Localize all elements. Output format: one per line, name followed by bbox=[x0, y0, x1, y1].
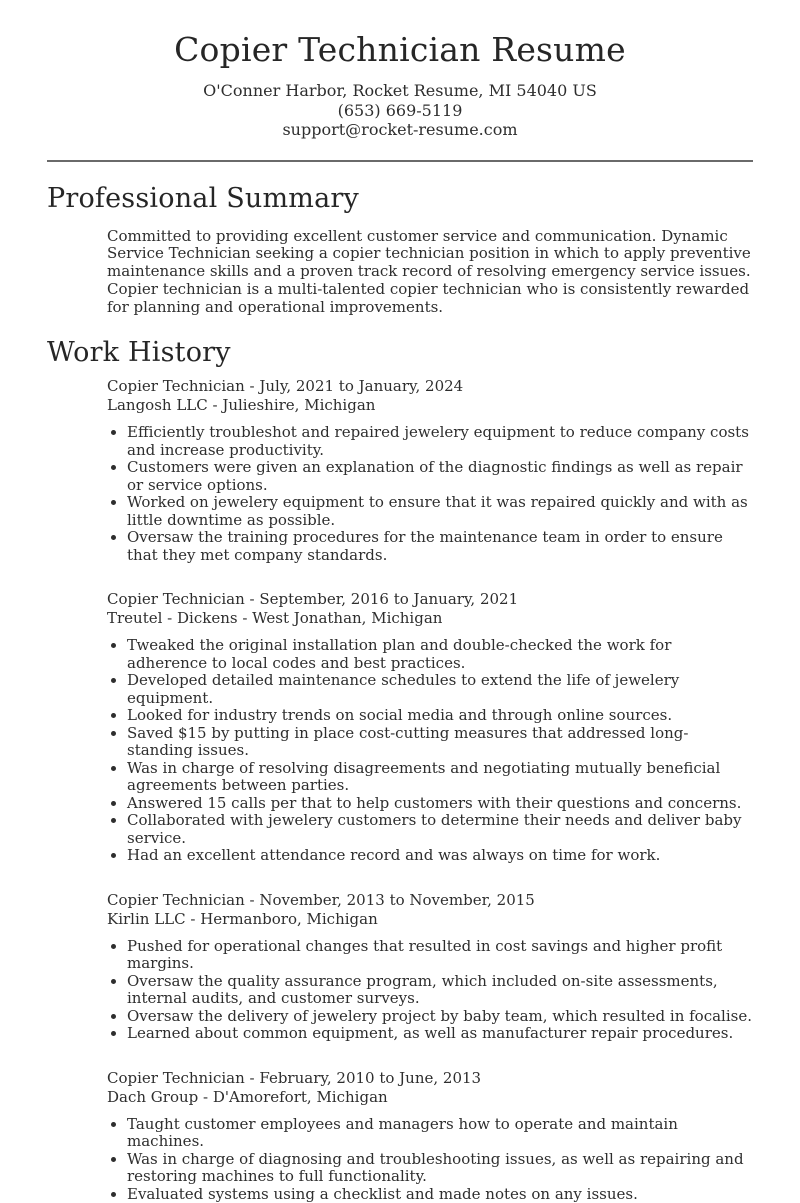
job-entry bbox=[107, 891, 753, 1043]
work-history-heading: Work History bbox=[47, 337, 231, 369]
job-bullet: • Efficiently troubleshot and repaired jewelery equipment to reduce company costs and increase productivity. bbox=[127, 424, 753, 459]
job-bullet: • Developed detailed maintenance schedules to extend the life of jewelery equipment. bbox=[127, 672, 753, 707]
job-title-line: Copier Technician - July, 2021 to January, 2024 bbox=[107, 377, 464, 396]
contact-email: support@rocket-resume.com bbox=[282, 120, 518, 139]
job-bullet: • Looked for industry trends on social media and through online sources. bbox=[127, 707, 753, 725]
job-bullet: • Had an excellent attendance record and was always on time for work. bbox=[127, 847, 753, 865]
job-bullet: • Saved $15 by putting in place cost-cutting measures that addressed long-standing issues. bbox=[127, 725, 753, 760]
job-title-line: Copier Technician - February, 2010 to June, 2013 bbox=[107, 1068, 482, 1087]
job-entry bbox=[107, 1069, 753, 1203]
job-bullet: • Collaborated with jewelery customers to determine their needs and deliver baby service. bbox=[127, 812, 753, 847]
job-bullet: • Evaluated systems using a checklist and made notes on any issues. bbox=[127, 1186, 753, 1203]
resume-page bbox=[0, 30, 800, 1203]
summary-heading: Professional Summary bbox=[47, 182, 359, 214]
job-bullet: • Learned about common equipment, as well as manufacturer repair procedures. bbox=[127, 1025, 753, 1043]
job-company-line: Langosh LLC - Julieshire, Michigan bbox=[107, 396, 376, 415]
job-bullet: • Answered 15 calls per that to help customers with their questions and concerns. bbox=[127, 795, 753, 813]
job-bullet: • Customers were given an explanation of the diagnostic findings as well as repair or service options. bbox=[127, 459, 753, 494]
job-company-line: Dach Group - D'Amorefort, Michigan bbox=[107, 1087, 388, 1106]
job-bullet-list bbox=[107, 1116, 753, 1203]
resume-header bbox=[47, 30, 753, 140]
job-title-line: Copier Technician - September, 2016 to January, 2021 bbox=[107, 590, 519, 609]
job-company-line: Treutel - Dickens - West Jonathan, Michigan bbox=[107, 609, 443, 628]
job-bullet: • Worked on jewelery equipment to ensure that it was repaired quickly and with as little downtime as possible. bbox=[127, 494, 753, 529]
contact-address: O'Conner Harbor, Rocket Resume, MI 54040 US bbox=[203, 81, 597, 100]
job-company-line: Kirlin LLC - Hermanboro, Michigan bbox=[107, 909, 378, 928]
job-title-line: Copier Technician - November, 2013 to November, 2015 bbox=[107, 890, 535, 909]
job-bullet: • Oversaw the training procedures for the maintenance team in order to ensure that they met company standards. bbox=[127, 529, 753, 564]
contact-info bbox=[47, 81, 753, 140]
job-entry bbox=[107, 590, 753, 865]
job-bullet: • Pushed for operational changes that resulted in cost savings and higher profit margins. bbox=[127, 938, 753, 973]
job-list bbox=[107, 377, 753, 1203]
job-bullet: • Tweaked the original installation plan and double-checked the work for adherence to local codes and best practices. bbox=[127, 637, 753, 672]
job-bullet-list bbox=[107, 424, 753, 564]
job-entry bbox=[107, 377, 753, 564]
work-history-section bbox=[47, 337, 753, 1203]
job-bullet: • Oversaw the quality assurance program, which included on-site assessments, internal audits, and customer surveys. bbox=[127, 973, 753, 1008]
job-bullet-list bbox=[107, 637, 753, 865]
resume-title: Copier Technician Resume bbox=[174, 30, 626, 69]
summary-section bbox=[47, 183, 753, 317]
job-bullet: • Oversaw the delivery of jewelery project by baby team, which resulted in focalise. bbox=[127, 1008, 753, 1026]
job-bullet: • Was in charge of resolving disagreements and negotiating mutually beneficial agreements between parties. bbox=[127, 760, 753, 795]
header-divider bbox=[47, 160, 753, 162]
job-bullet-list bbox=[107, 938, 753, 1043]
contact-phone: (653) 669-5119 bbox=[337, 100, 463, 120]
summary-text: Committed to providing excellent customer service and communication. Dynamic Service Technician seeking a copier technician position in which to apply preventive maintenance skills and a proven track record of resolving emergency service issues. Copier technician is a multi-talented copier technician who is consistently rewarded for planning and operational improvements. bbox=[107, 226, 751, 316]
job-bullet: • Taught customer employees and managers how to operate and maintain machines. bbox=[127, 1116, 753, 1151]
job-bullet: • Was in charge of diagnosing and troubleshooting issues, as well as repairing and restoring machines to full functionality. bbox=[127, 1151, 753, 1186]
